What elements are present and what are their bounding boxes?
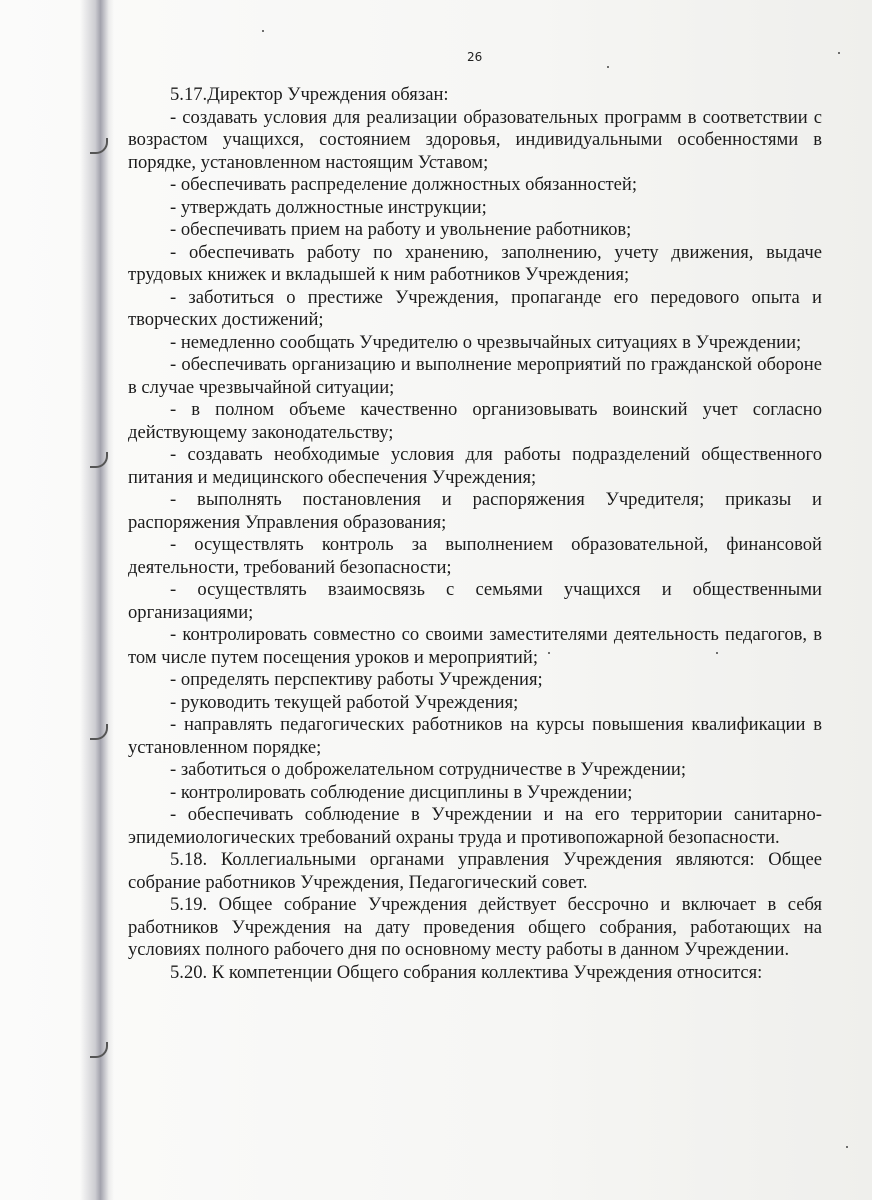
- duty-item: - обеспечивать распределение должностных обязанностей;: [170, 174, 637, 195]
- duty-item: - заботиться о доброжелательном сотрудничестве в Учреждении;: [170, 759, 687, 780]
- duty-item: - в полном объеме качественно организовывать воинский учет согласно действующему законодательству;: [128, 399, 822, 443]
- duty-item: - создавать необходимые условия для работы подразделений общественного питания и медицинского обеспечения Учреждения;: [128, 444, 822, 488]
- duty-item: - определять перспективу работы Учреждения;: [170, 669, 543, 690]
- page-number: 26: [467, 50, 483, 64]
- duty-item: - контролировать совместно со своими заместителями деятельность педагогов, в том числе путем посещения уроков и мероприятий;: [128, 624, 822, 668]
- duty-item: - осуществлять контроль за выполнением образовательной, финансовой деятельности, требований безопасности;: [128, 534, 822, 578]
- clause-paragraph: 5.18. Коллегиальными органами управления Учреждения являются: Общее собрание работников Учреждения, Педагогический совет.: [128, 849, 822, 893]
- scan-speck: [846, 1146, 848, 1148]
- scan-speck: [607, 66, 609, 68]
- duty-item: - утверждать должностные инструкции;: [170, 196, 487, 218]
- clause-paragraph: 5.20. К компетенции Общего собрания коллектива Учреждения относится:: [170, 961, 763, 983]
- document-body: [128, 84, 822, 984]
- duty-item: - выполнять постановления и распоряжения Учредителя; приказы и распоряжения Управления образования;: [128, 489, 822, 533]
- scan-speck: [262, 30, 264, 32]
- section-heading: 5.17.Директор Учреждения обязан:: [170, 84, 449, 105]
- duty-item: - контролировать соблюдение дисциплины в Учреждении;: [170, 781, 633, 803]
- duty-item: - обеспечивать работу по хранению, заполнению, учету движения, выдаче трудовых книжек и вкладышей к ним работников Учреждения;: [128, 241, 822, 285]
- duty-item: - немедленно сообщать Учредителю о чрезвычайных ситуациях в Учреждении;: [170, 331, 802, 353]
- duty-item: - обеспечивать прием на работу и увольнение работников;: [170, 219, 632, 240]
- clause-paragraph: 5.19. Общее собрание Учреждения действует бессрочно и включает в себя работников Учреждения на дату проведения общего собрания, работающих на условиях полного рабочего дня по основному месту работы в данном Учреждении.: [128, 894, 822, 960]
- duty-item: - руководить текущей работой Учреждения;: [170, 691, 519, 713]
- duty-item: - заботиться о престиже Учреждения, пропаганде его передового опыта и творческих достижений;: [128, 286, 822, 330]
- duty-item: - направлять педагогических работников на курсы повышения квалификации в установленном порядке;: [128, 714, 822, 758]
- duty-item: - обеспечивать организацию и выполнение мероприятий по гражданской обороне в случае чрезвычайной ситуации;: [128, 354, 822, 398]
- duty-item: - обеспечивать соблюдение в Учреждении и на его территории санитарно-эпидемиологических требований охраны труда и противопожарной безопасности.: [128, 804, 822, 848]
- duty-item: - создавать условия для реализации образовательных программ в соответствии с возрастом учащихся, состоянием здоровья, индивидуальными особенностями в порядке, установленном настоящим Уставом;: [128, 106, 822, 173]
- duty-item: - осуществлять взаимосвязь с семьями учащихся и общественными организациями;: [128, 579, 822, 623]
- binding-shadow: [80, 0, 114, 1200]
